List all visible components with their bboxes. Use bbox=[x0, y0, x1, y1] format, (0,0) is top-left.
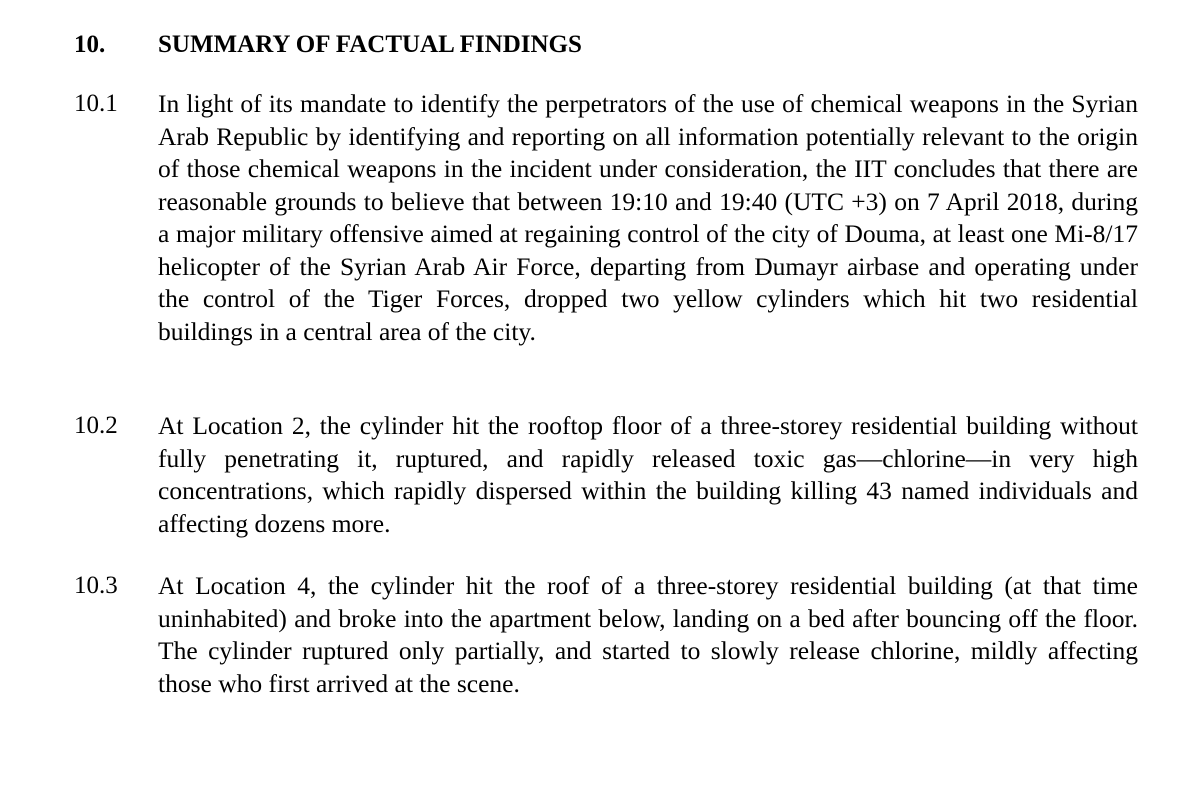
paragraph-text: In light of its mandate to identify the perpetrators of the use of chemical weapons in the Syrian Arab Republic by identifying and reporting on all information potentially relevant to the origin of those chemical weapons in the incident under consideration, the IIT concludes that there are reasonable grounds to believe that between 19:10 and 19:40 (UTC +3) on 7 April 2018, during a major military offensive aimed at regaining control of the city of Douma, at least one Mi-8/17 helicopter of the Syrian Arab Air Force, departing from Dumayr airbase and operating under the control of the Tiger Forces, dropped two yellow cylinders which hit two residential buildings in a central area of the city. bbox=[158, 89, 1138, 346]
paragraph-number: 10.3 bbox=[74, 572, 118, 599]
paragraph-10-3 bbox=[74, 570, 1138, 700]
paragraph-number: 10.1 bbox=[74, 90, 118, 117]
paragraph-10-2 bbox=[74, 410, 1138, 540]
paragraph-text: At Location 2, the cylinder hit the rooftop floor of a three-storey residential building without fully penetrating it, ruptured, and rapidly released toxic gas—chlorine—in very high concentrations, which rapidly dispersed within the building killing 43 named individuals and affecting dozens more. bbox=[158, 411, 1138, 538]
paragraph-10-1 bbox=[74, 88, 1138, 348]
paragraph-text: At Location 4, the cylinder hit the roof of a three-storey residential building (at that time uninhabited) and broke into the apartment below, landing on a bed after bouncing off the floor. The cylinder ruptured only partially, and started to slowly release chlorine, mildly affecting those who first arrived at the scene. bbox=[158, 571, 1138, 698]
section-title: SUMMARY OF FACTUAL FINDINGS bbox=[158, 31, 582, 58]
paragraph-number: 10.2 bbox=[74, 412, 118, 439]
section-heading bbox=[74, 28, 582, 62]
section-number: 10. bbox=[74, 31, 106, 58]
